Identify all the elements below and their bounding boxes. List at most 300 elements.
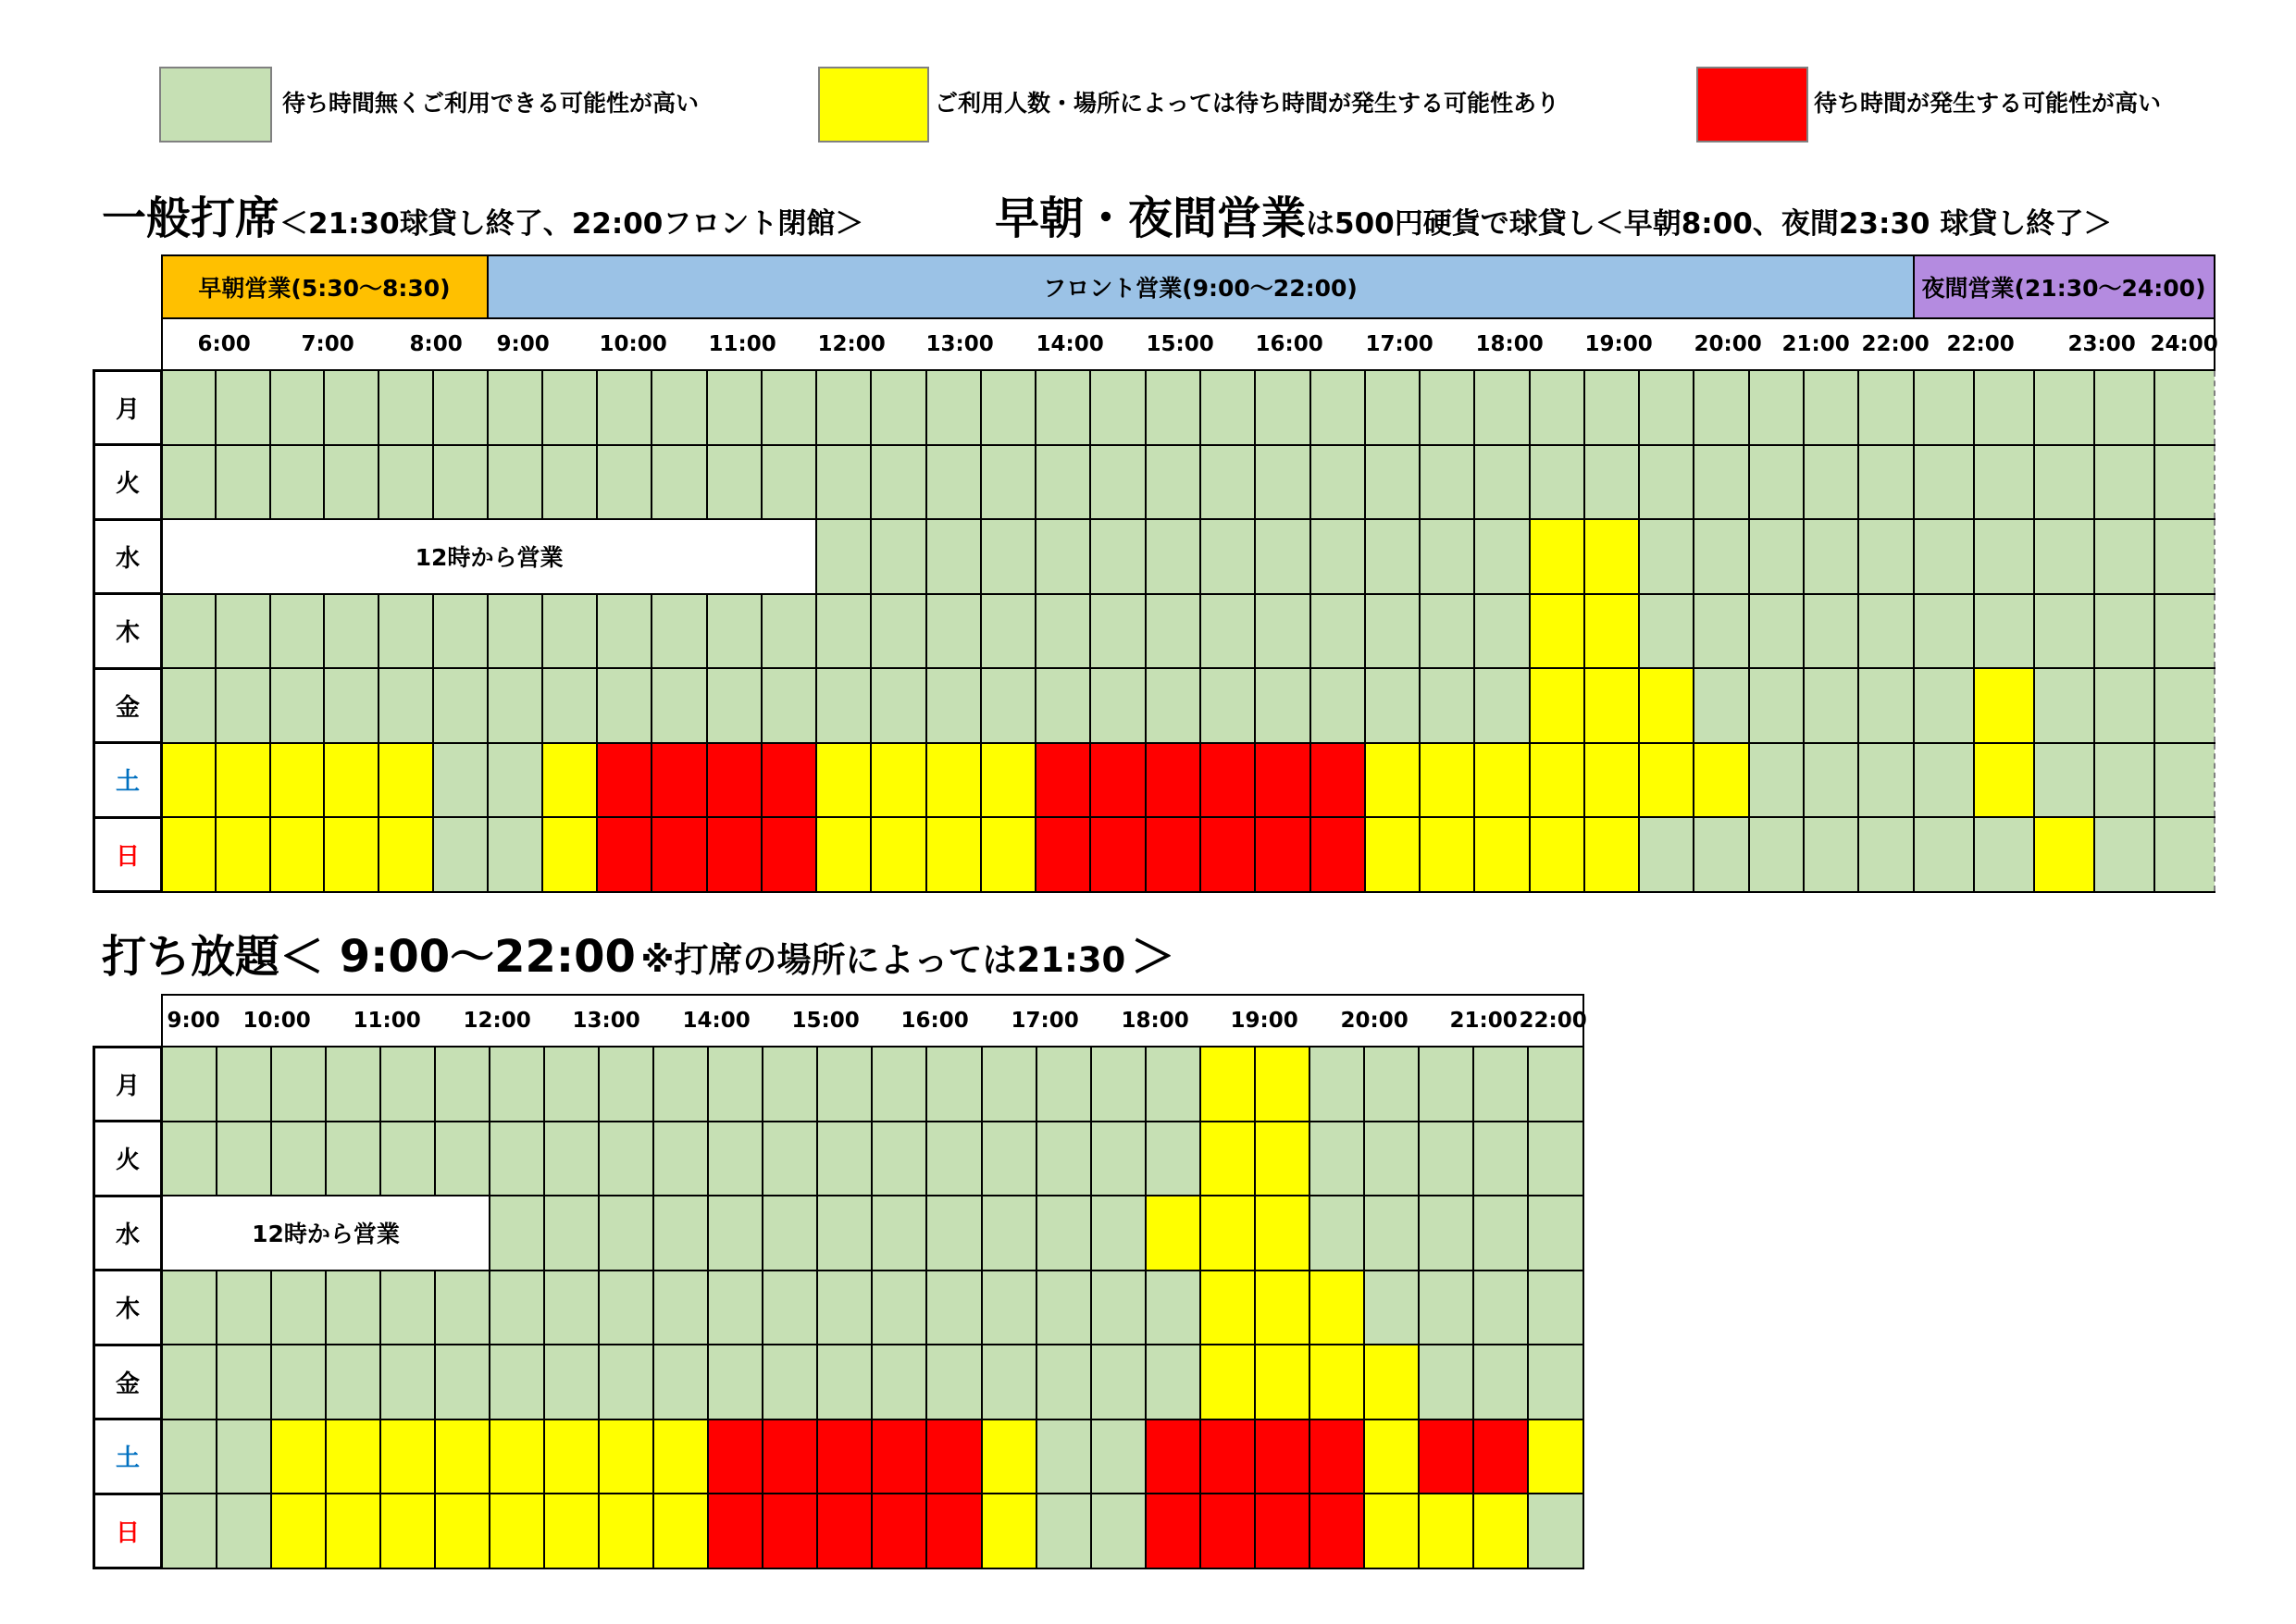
day-label: 金 bbox=[94, 668, 162, 743]
slot-cell bbox=[217, 1271, 271, 1345]
slot-cell bbox=[216, 817, 270, 892]
slot-cell bbox=[324, 370, 379, 445]
slot-cell bbox=[1309, 1345, 1364, 1419]
slot-cell bbox=[1309, 1196, 1364, 1271]
slot-cell bbox=[271, 1419, 326, 1494]
slot-cell bbox=[1804, 594, 1858, 669]
slot-cell bbox=[762, 743, 816, 818]
slot-cell bbox=[324, 445, 379, 520]
slot-cell bbox=[1365, 519, 1420, 594]
slot-cell bbox=[1749, 594, 1804, 669]
time-label: 19:00 bbox=[1230, 1009, 1298, 1033]
slot-cell bbox=[871, 594, 925, 669]
slot-cell bbox=[2094, 743, 2154, 818]
slot-cell bbox=[324, 817, 379, 892]
slot-cell bbox=[1146, 1122, 1200, 1196]
slot-cell bbox=[707, 370, 762, 445]
slot-cell bbox=[1310, 370, 1365, 445]
slot-cell bbox=[1146, 1345, 1200, 1419]
slot-cell bbox=[1528, 1345, 1582, 1419]
slot-cell bbox=[217, 1122, 271, 1196]
slot-cell bbox=[2154, 668, 2215, 743]
slot-cell bbox=[1804, 445, 1858, 520]
slot-cell bbox=[599, 1271, 653, 1345]
slot-cell bbox=[1419, 1047, 1473, 1122]
slot-cell bbox=[762, 370, 816, 445]
slot-cell bbox=[271, 1047, 326, 1122]
slot-cell bbox=[379, 817, 433, 892]
slot-cell bbox=[1914, 445, 1974, 520]
slot-cell bbox=[2154, 370, 2215, 445]
slot-cell bbox=[1974, 668, 2034, 743]
slot-cell bbox=[763, 1419, 817, 1494]
slot-cell bbox=[926, 370, 981, 445]
day-label: 火 bbox=[94, 1122, 162, 1196]
slot-cell bbox=[1584, 370, 1639, 445]
slot-cell bbox=[1200, 1271, 1255, 1345]
slot-cell bbox=[435, 1122, 490, 1196]
slot-cell bbox=[1036, 1271, 1091, 1345]
slot-cell bbox=[708, 1494, 763, 1568]
slot-cell bbox=[653, 1419, 708, 1494]
time-label: 17:00 bbox=[1365, 332, 1433, 356]
slot-cell bbox=[1474, 519, 1529, 594]
slot-cell bbox=[216, 370, 270, 445]
slot-cell bbox=[2154, 594, 2215, 669]
slot-cell bbox=[1473, 1047, 1528, 1122]
slot-cell bbox=[597, 445, 652, 520]
legend-label-green: 待ち時間無くご利用できる可能性が高い bbox=[282, 90, 700, 117]
slot-cell bbox=[1420, 445, 1474, 520]
slot-cell bbox=[433, 743, 488, 818]
slot-cell bbox=[1090, 445, 1145, 520]
time-label: 21:00 bbox=[1449, 1009, 1518, 1033]
slot-cell bbox=[762, 594, 816, 669]
slot-cell bbox=[379, 743, 433, 818]
slot-cell bbox=[1200, 817, 1255, 892]
day-label: 月 bbox=[94, 370, 162, 445]
slot-cell bbox=[982, 1419, 1036, 1494]
slot-cell bbox=[1200, 370, 1255, 445]
slot-cell bbox=[871, 743, 925, 818]
slot-cell bbox=[1473, 1494, 1528, 1568]
slot-cell bbox=[1255, 1047, 1309, 1122]
slot-cell bbox=[1694, 370, 1748, 445]
time-label: 22:00 bbox=[1519, 1009, 1587, 1033]
slot-cell bbox=[1419, 1345, 1473, 1419]
slot-cell bbox=[1309, 1122, 1364, 1196]
slot-cell bbox=[1420, 743, 1474, 818]
slot-cell bbox=[1474, 668, 1529, 743]
slot-cell bbox=[1639, 370, 1694, 445]
slot-cell bbox=[380, 1494, 435, 1568]
slot-cell bbox=[1146, 370, 1200, 445]
slot-cell bbox=[872, 1419, 926, 1494]
slot-cell bbox=[1419, 1494, 1473, 1568]
slot-cell bbox=[1310, 519, 1365, 594]
slot-cell bbox=[379, 668, 433, 743]
slot-cell bbox=[1200, 1494, 1255, 1568]
slot-cell bbox=[653, 1047, 708, 1122]
time-label: 9:00 bbox=[167, 1009, 220, 1033]
slot-cell bbox=[270, 743, 325, 818]
slot-cell bbox=[1364, 1271, 1419, 1345]
time-label: 18:00 bbox=[1121, 1009, 1189, 1033]
slot-cell bbox=[599, 1345, 653, 1419]
time-label: 14:00 bbox=[682, 1009, 751, 1033]
slot-cell bbox=[324, 743, 379, 818]
slot-cell bbox=[816, 817, 871, 892]
slot-cell bbox=[599, 1196, 653, 1271]
slot-cell bbox=[816, 370, 871, 445]
slot-cell bbox=[490, 1047, 544, 1122]
slot-cell bbox=[597, 668, 652, 743]
slot-cell bbox=[981, 743, 1036, 818]
slot-cell bbox=[817, 1345, 872, 1419]
section1-subtitle-note: は500円硬貨で球貸し＜早朝8:00、夜間23:30 球貸し終了＞ bbox=[1306, 207, 2113, 241]
slot-cell bbox=[707, 594, 762, 669]
slot-cell bbox=[1474, 370, 1529, 445]
slot-cell bbox=[1530, 594, 1584, 669]
slot-cell bbox=[2034, 594, 2094, 669]
time-label: 8:00 bbox=[409, 332, 463, 356]
slot-cell bbox=[326, 1419, 380, 1494]
slot-cell bbox=[652, 668, 706, 743]
slot-cell bbox=[926, 1419, 981, 1494]
day-label: 火 bbox=[94, 445, 162, 520]
slot-cell bbox=[380, 1419, 435, 1494]
slot-cell bbox=[324, 668, 379, 743]
slot-cell bbox=[435, 1494, 490, 1568]
slot-cell bbox=[1420, 817, 1474, 892]
slot-cell bbox=[763, 1345, 817, 1419]
slot-cell bbox=[652, 817, 706, 892]
slot-cell bbox=[1528, 1196, 1582, 1271]
slot-cell bbox=[872, 1494, 926, 1568]
slot-cell bbox=[542, 743, 597, 818]
day-label: 土 bbox=[94, 743, 162, 818]
slot-cell bbox=[490, 1419, 544, 1494]
slot-cell bbox=[544, 1345, 599, 1419]
slot-cell bbox=[982, 1196, 1036, 1271]
slot-cell bbox=[324, 594, 379, 669]
slot-cell bbox=[981, 370, 1036, 445]
slot-cell bbox=[1310, 668, 1365, 743]
slot-cell bbox=[2034, 817, 2094, 892]
slot-cell bbox=[216, 668, 270, 743]
slot-cell bbox=[871, 668, 925, 743]
slot-cell bbox=[1365, 668, 1420, 743]
slot-cell bbox=[1694, 668, 1748, 743]
slot-cell bbox=[217, 1419, 271, 1494]
slot-cell bbox=[1255, 594, 1309, 669]
slot-cell bbox=[488, 594, 542, 669]
slot-cell bbox=[435, 1419, 490, 1494]
slot-cell bbox=[981, 445, 1036, 520]
slot-cell bbox=[1090, 370, 1145, 445]
section1-title-main: 一般打席 bbox=[102, 192, 280, 244]
slot-cell bbox=[1974, 370, 2034, 445]
slot-cell bbox=[162, 1271, 217, 1345]
slot-cell bbox=[1309, 1271, 1364, 1345]
slot-cell bbox=[599, 1047, 653, 1122]
slot-cell bbox=[1036, 519, 1090, 594]
slot-cell bbox=[1090, 743, 1145, 818]
slot-cell bbox=[762, 668, 816, 743]
slot-cell bbox=[817, 1271, 872, 1345]
slot-cell bbox=[2154, 817, 2215, 892]
day-label: 日 bbox=[94, 817, 162, 892]
slot-cell bbox=[653, 1122, 708, 1196]
time-label: 10:00 bbox=[242, 1009, 311, 1033]
slot-cell bbox=[708, 1345, 763, 1419]
slot-cell bbox=[162, 817, 217, 892]
slot-cell bbox=[926, 1494, 981, 1568]
slot-cell bbox=[1309, 1419, 1364, 1494]
slot-cell bbox=[2034, 668, 2094, 743]
slot-cell bbox=[2154, 519, 2215, 594]
slot-cell bbox=[981, 519, 1036, 594]
slot-cell bbox=[1309, 1494, 1364, 1568]
slot-cell bbox=[1694, 743, 1748, 818]
slot-cell bbox=[982, 1047, 1036, 1122]
time-label: 22:00 bbox=[1946, 332, 2015, 356]
slot-cell bbox=[1200, 1419, 1255, 1494]
slot-cell bbox=[1036, 743, 1090, 818]
slot-cell bbox=[490, 1345, 544, 1419]
section2-title-range: ＜ 9:00～22:00 bbox=[279, 931, 636, 983]
slot-cell bbox=[542, 594, 597, 669]
slot-cell bbox=[380, 1122, 435, 1196]
slot-cell bbox=[707, 445, 762, 520]
slot-cell bbox=[162, 1345, 217, 1419]
slot-cell bbox=[1749, 743, 1804, 818]
time-label: 10:00 bbox=[599, 332, 667, 356]
slot-cell bbox=[872, 1271, 926, 1345]
slot-cell bbox=[926, 1047, 981, 1122]
slot-cell bbox=[1255, 1345, 1309, 1419]
slot-cell bbox=[926, 743, 981, 818]
slot-cell bbox=[708, 1419, 763, 1494]
time-label: 13:00 bbox=[925, 332, 994, 356]
slot-cell bbox=[1036, 1047, 1091, 1122]
legend-label-red: 待ち時間が発生する可能性が高い bbox=[1814, 90, 2162, 117]
slot-cell bbox=[162, 1122, 217, 1196]
slot-cell bbox=[707, 668, 762, 743]
slot-cell bbox=[1473, 1196, 1528, 1271]
slot-cell bbox=[1974, 594, 2034, 669]
slot-cell bbox=[1584, 743, 1639, 818]
slot-cell bbox=[1146, 1494, 1200, 1568]
slot-cell bbox=[1584, 817, 1639, 892]
slot-cell bbox=[707, 743, 762, 818]
slot-cell bbox=[653, 1494, 708, 1568]
slot-cell bbox=[1200, 1345, 1255, 1419]
slot-cell bbox=[1639, 445, 1694, 520]
slot-cell bbox=[1036, 1494, 1091, 1568]
slot-cell bbox=[1474, 743, 1529, 818]
slot-cell bbox=[1419, 1196, 1473, 1271]
slot-cell bbox=[162, 1047, 217, 1122]
closed-notice: 12時から営業 bbox=[162, 1196, 490, 1271]
slot-cell bbox=[488, 743, 542, 818]
slot-cell bbox=[982, 1494, 1036, 1568]
slot-cell bbox=[2154, 743, 2215, 818]
slot-cell bbox=[1200, 1047, 1255, 1122]
time-axis bbox=[162, 318, 2218, 370]
legend-swatch-green bbox=[159, 67, 272, 143]
slot-cell bbox=[1530, 370, 1584, 445]
section2-title bbox=[102, 931, 1175, 983]
slot-cell bbox=[1530, 743, 1584, 818]
slot-cell bbox=[1255, 1122, 1309, 1196]
slot-cell bbox=[379, 445, 433, 520]
slot-cell bbox=[1365, 743, 1420, 818]
slot-cell bbox=[435, 1345, 490, 1419]
slot-cell bbox=[652, 743, 706, 818]
slot-cell bbox=[544, 1419, 599, 1494]
slot-cell bbox=[544, 1494, 599, 1568]
slot-cell bbox=[1036, 594, 1090, 669]
time-label: 23:00 bbox=[2067, 332, 2136, 356]
slot-cell bbox=[871, 817, 925, 892]
time-label: 24:00 bbox=[2150, 332, 2218, 356]
slot-cell bbox=[708, 1047, 763, 1122]
slot-cell bbox=[162, 743, 217, 818]
slot-cell bbox=[1804, 743, 1858, 818]
slot-cell bbox=[488, 817, 542, 892]
slot-cell bbox=[1091, 1047, 1146, 1122]
slot-cell bbox=[433, 370, 488, 445]
slot-cell bbox=[1419, 1419, 1473, 1494]
section1-title-note: ＜21:30球貸し終了、22:00フロント閉館＞ bbox=[279, 207, 864, 241]
general-booth-table bbox=[93, 254, 2218, 893]
slot-cell bbox=[216, 594, 270, 669]
slot-cell bbox=[1364, 1345, 1419, 1419]
slot-cell bbox=[1364, 1122, 1419, 1196]
slot-cell bbox=[1804, 817, 1858, 892]
slot-cell bbox=[817, 1047, 872, 1122]
slot-cell bbox=[1858, 519, 1913, 594]
section1-title bbox=[102, 192, 864, 244]
slot-cell bbox=[490, 1196, 544, 1271]
slot-cell bbox=[2094, 519, 2154, 594]
slot-cell bbox=[1036, 668, 1090, 743]
slot-cell bbox=[1091, 1419, 1146, 1494]
closed-notice: 12時から営業 bbox=[162, 519, 817, 594]
slot-cell bbox=[1146, 1271, 1200, 1345]
slot-cell bbox=[326, 1345, 380, 1419]
slot-cell bbox=[2034, 445, 2094, 520]
slot-cell bbox=[817, 1122, 872, 1196]
slot-cell bbox=[271, 1345, 326, 1419]
slot-cell bbox=[326, 1271, 380, 1345]
slot-cell bbox=[597, 370, 652, 445]
schedule-grid-unlimited bbox=[93, 994, 1587, 1569]
slot-cell bbox=[1200, 594, 1255, 669]
slot-cell bbox=[1804, 668, 1858, 743]
slot-cell bbox=[1528, 1047, 1582, 1122]
slot-cell bbox=[433, 668, 488, 743]
slot-cell bbox=[162, 1494, 217, 1568]
slot-cell bbox=[926, 445, 981, 520]
legend-label-yellow: ご利用人数・場所によっては待ち時間が発生する可能性あり bbox=[935, 90, 1560, 117]
slot-cell bbox=[488, 668, 542, 743]
slot-cell bbox=[1036, 1419, 1091, 1494]
slot-cell bbox=[1091, 1494, 1146, 1568]
slot-cell bbox=[1255, 445, 1309, 520]
slot-cell bbox=[1146, 519, 1200, 594]
slot-cell bbox=[1914, 519, 1974, 594]
period-header-front: フロント営業(9:00～22:00) bbox=[488, 255, 1914, 318]
slot-cell bbox=[1474, 817, 1529, 892]
slot-cell bbox=[597, 594, 652, 669]
slot-cell bbox=[1858, 817, 1913, 892]
time-axis bbox=[162, 995, 1587, 1047]
time-label: 11:00 bbox=[353, 1009, 421, 1033]
slot-cell bbox=[1419, 1122, 1473, 1196]
slot-cell bbox=[1804, 370, 1858, 445]
slot-cell bbox=[599, 1494, 653, 1568]
slot-cell bbox=[652, 445, 706, 520]
slot-cell bbox=[1473, 1271, 1528, 1345]
slot-cell bbox=[1749, 370, 1804, 445]
slot-cell bbox=[1474, 445, 1529, 520]
schedule-grid-general bbox=[93, 254, 2218, 893]
slot-cell bbox=[982, 1122, 1036, 1196]
slot-cell bbox=[544, 1047, 599, 1122]
slot-cell bbox=[1974, 519, 2034, 594]
slot-cell bbox=[708, 1196, 763, 1271]
slot-cell bbox=[1146, 594, 1200, 669]
slot-cell bbox=[872, 1345, 926, 1419]
unlimited-play-table bbox=[93, 994, 1587, 1569]
slot-cell bbox=[271, 1494, 326, 1568]
time-label: 12:00 bbox=[463, 1009, 531, 1033]
slot-cell bbox=[762, 445, 816, 520]
period-header-early: 早朝営業(5:30～8:30) bbox=[162, 255, 488, 318]
slot-cell bbox=[926, 1345, 981, 1419]
slot-cell bbox=[817, 1419, 872, 1494]
slot-cell bbox=[1530, 817, 1584, 892]
slot-cell bbox=[926, 1196, 981, 1271]
slot-cell bbox=[1255, 668, 1309, 743]
slot-cell bbox=[1146, 817, 1200, 892]
slot-cell bbox=[1036, 1345, 1091, 1419]
period-header-night: 夜間営業(21:30～24:00) bbox=[1914, 255, 2215, 318]
slot-cell bbox=[217, 1494, 271, 1568]
slot-cell bbox=[1694, 817, 1748, 892]
slot-cell bbox=[544, 1196, 599, 1271]
slot-cell bbox=[326, 1494, 380, 1568]
slot-cell bbox=[1200, 668, 1255, 743]
slot-cell bbox=[926, 519, 981, 594]
slot-cell bbox=[379, 370, 433, 445]
slot-cell bbox=[1310, 743, 1365, 818]
slot-cell bbox=[926, 817, 981, 892]
slot-cell bbox=[652, 370, 706, 445]
slot-cell bbox=[542, 817, 597, 892]
slot-cell bbox=[1473, 1122, 1528, 1196]
slot-cell bbox=[708, 1122, 763, 1196]
slot-cell bbox=[708, 1271, 763, 1345]
slot-cell bbox=[270, 594, 325, 669]
slot-cell bbox=[816, 668, 871, 743]
slot-cell bbox=[2094, 370, 2154, 445]
slot-cell bbox=[1749, 519, 1804, 594]
day-label: 日 bbox=[94, 1494, 162, 1568]
day-label: 月 bbox=[94, 1047, 162, 1122]
